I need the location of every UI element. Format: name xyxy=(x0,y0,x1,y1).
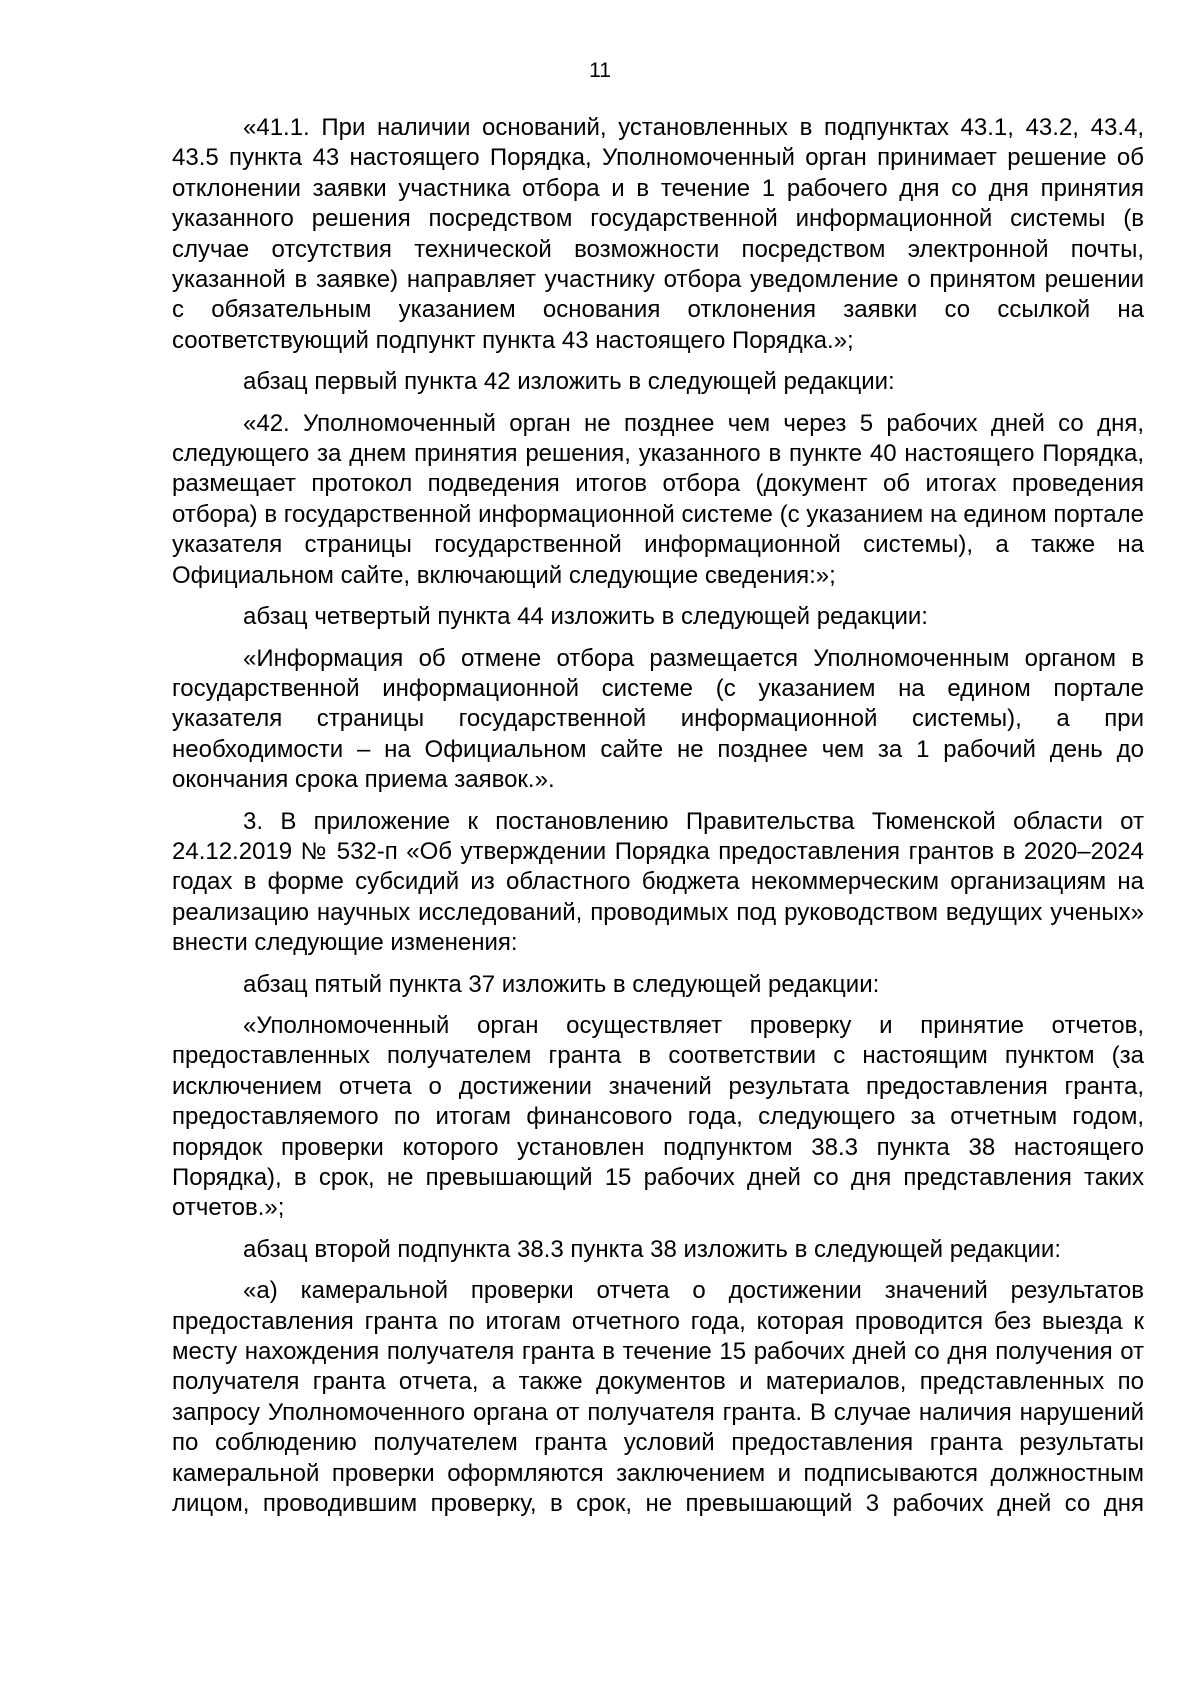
paragraph-instruction-42: абзац первый пункта 42 изложить в следующей редакции: xyxy=(243,368,895,396)
paragraph-item-3: 3. В приложение к постановлению Правительства Тюменской области от 24.12.2019 № 532-п «Об утверждении Порядка предоставления грантов в 2020–2024 годах в форме субсидий из областного бюджета некоммерческим организациям на реализацию научных исследований, проводимых под руководством ведущих ученых» внести следующие изменения: xyxy=(172,807,1144,957)
paragraph-41-1-quote: «41.1. При наличии оснований, установленных в подпунктах 43.1, 43.2, 43.4, 43.5 пункта 43 настоящего Порядка, Уполномоченный орган принимает решение об отклонении заявки участника отбора и в течение 1 рабочего дня со дня принятия указанного решения посредством государственной информационной системы (в случае отсутствия технической возможности посредством электронной почты, указанной в заявке) направляет участнику отбора уведомление о принятом решении с обязательным указанием основания отклонения заявки со ссылкой на соответствующий подпункт пункта 43 настоящего Порядка.»; xyxy=(172,114,1144,354)
page-number: 11 xyxy=(589,59,611,82)
paragraph-38-3-quote: «а) камеральной проверки отчета о достижении значений результатов предоставления гранта по итогам отчетного года, которая проводится без выезда к месту нахождения получателя гранта в течение 15 рабочих дней со дня получения от получателя гранта отчета, а также документов и материалов, представленных по запросу Уполномоченного органа от получателя гранта. В случае наличия нарушений по соблюдению получателем гранта условий предоставления гранта результаты камеральной проверки оформляются заключением и подписываются должностным лицом, проводившим проверку, в срок, не превышающий 3 рабочих дней со дня xyxy=(172,1277,1144,1518)
document-body xyxy=(172,113,1144,1519)
paragraph-instruction-37: абзац пятый пункта 37 изложить в следующей редакции: xyxy=(243,970,880,998)
paragraph-44-quote: «Информация об отмене отбора размещается Уполномоченным органом в государственной информационной системе (с указанием на едином портале указателя страницы государственной информационной системы), а при необходимости – на Официальном сайте не позднее чем за 1 рабочий день до окончания срока приема заявок.». xyxy=(172,644,1144,794)
paragraph-37-quote: «Уполномоченный орган осуществляет проверку и принятие отчетов, предоставленных получателем гранта в соответствии с настоящим пунктом (за исключением отчета о достижении значений результата предоставления гранта, предоставляемого по итогам финансового года, следующего за отчетным годом, порядок проверки которого установлен подпунктом 38.3 пункта 38 настоящего Порядка), в срок, не превышающий 15 рабочих дней со дня представления таких отчетов.»; xyxy=(172,1011,1144,1222)
paragraph-instruction-38-3: абзац второй подпункта 38.3 пункта 38 изложить в следующей редакции: xyxy=(243,1235,1061,1263)
paragraph-instruction-44: абзац четвертый пункта 44 изложить в следующей редакции: xyxy=(243,603,928,631)
paragraph-42-quote: «42. Уполномоченный орган не позднее чем через 5 рабочих дней со дня, следующего за днем принятия решения, указанного в пункте 40 настоящего Порядка, размещает протокол подведения итогов отбора (документ об итогах проведения отбора) в государственной информационной системе (с указанием на едином портале указателя страницы государственной информационной системы), а также на Официальном сайте, включающий следующие сведения:»; xyxy=(172,409,1144,589)
